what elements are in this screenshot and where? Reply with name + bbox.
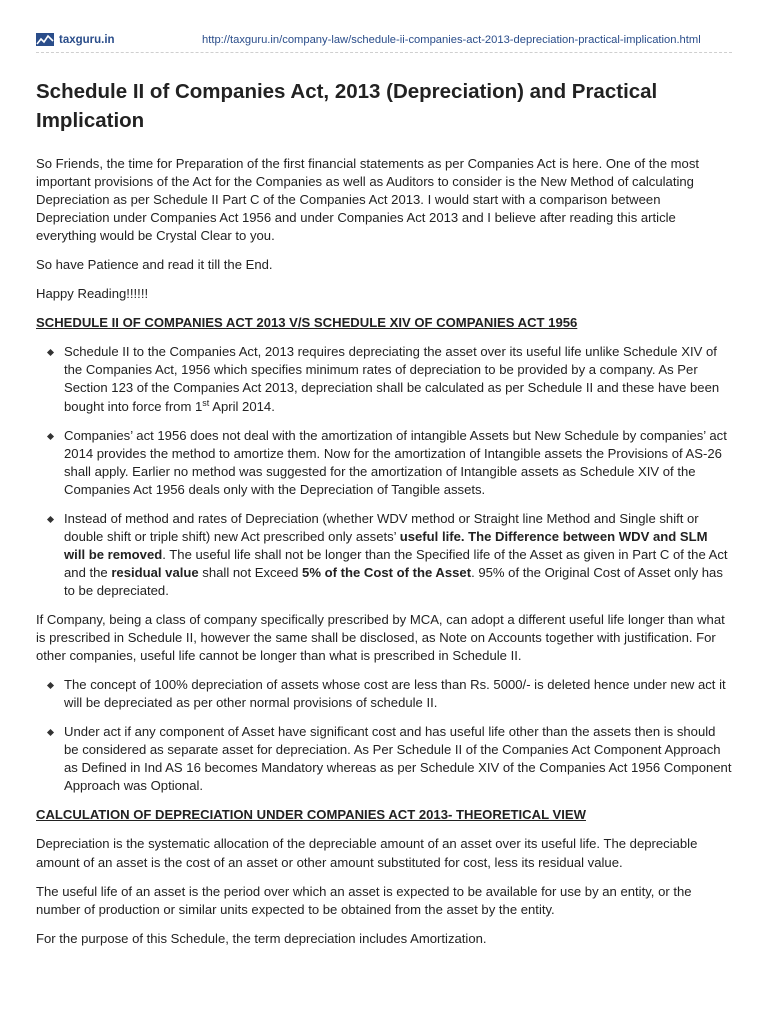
page-url[interactable]: http://taxguru.in/company-law/schedule-ii-companies-act-2013-depreciation-practical-implication.html [202, 34, 701, 46]
list-item-text: April 2014. [209, 398, 275, 414]
comparison-list-continued [36, 676, 736, 795]
list-item [64, 676, 736, 712]
site-name: taxguru.in [59, 33, 115, 46]
list-item [64, 510, 736, 600]
article-body [36, 155, 736, 959]
diamond-bullet-icon [47, 729, 54, 736]
intro-paragraph: So have Patience and read it till the End. [36, 257, 273, 273]
bold-text: 5% of the Cost of the Asset [302, 564, 472, 580]
page-header [36, 30, 732, 53]
list-item-text: shall not Exceed [198, 564, 303, 580]
body-paragraph: If Company, being a class of company specifically prescribed by MCA, can adopt a different useful life longer than what is prescribed in Schedule II, however the same shall be disclosed, as Note on Accounts together with justification. For other companies, useful life cannot be longer than what is prescribed in Schedule II. [36, 611, 725, 664]
list-item-text: The concept of 100% depreciation of assets whose cost are less than Rs. 5000/- is deleted hence under new act it will be depreciated as per other normal provisions of schedule II. [64, 677, 726, 711]
diamond-bullet-icon [47, 433, 54, 440]
body-paragraph: For the purpose of this Schedule, the term depreciation includes Amortization. [36, 930, 487, 946]
section-heading-calculation: CALCULATION OF DEPRECIATION UNDER COMPANIES ACT 2013- THEORETICAL VIEW [36, 807, 586, 823]
list-item [64, 723, 736, 795]
superscript: st [202, 397, 210, 408]
list-item-text: . 95% of the Original Cost of Asset only has to be depreciated. [64, 564, 723, 598]
site-brand[interactable] [36, 33, 115, 46]
comparison-list [36, 343, 736, 600]
diamond-bullet-icon [47, 682, 54, 689]
site-logo-icon [36, 33, 54, 46]
diamond-bullet-icon [47, 349, 54, 356]
list-item [64, 343, 736, 415]
article-title: Schedule II of Companies Act, 2013 (Depreciation) and Practical Implication [36, 80, 658, 132]
list-item-text: Instead of method and rates of Depreciation (whether WDV method or Straight line Method and Single shift or double shift or triple shift) new Act prescribed only assets’ [64, 510, 699, 544]
bold-text: useful life. The Difference between WDV and SLM will be removed [64, 528, 708, 562]
diamond-bullet-icon [47, 516, 54, 523]
list-item-text: Schedule II to the Companies Act, 2013 requires depreciating the asset over its useful life unlike Schedule XIV of the Companies Act, 1956 which specifies minimum rates of depreciation to be provided by a company. As Per Section 123 of the Companies Act 2013, depreciation shall be calculated as per Schedule II and these have been bought into force from 1 [64, 344, 720, 414]
bold-text: residual value [111, 564, 199, 580]
list-item-text: Under act if any component of Asset have significant cost and has useful life other than the assets then is should be considered as separate asset for depreciation. As Per Schedule II of the Companies Act Component Approach as Defined in Ind AS 16 becomes Mandatory whereas as per Schedule XIV of the Companies Act 1956 Component Approach was Optional. [64, 724, 732, 794]
list-item-text: . The useful life shall not be longer than the Specified life of the Asset as given in Part C of the Act and the [64, 546, 728, 580]
list-item [64, 427, 736, 499]
list-item-text: Companies’ act 1956 does not deal with the amortization of intangible Assets but New Schedule by companies’ act 2014 provides the method to amortize them. Now for the amortization of Intangible assets the Provisions of AS-26 shall apply. Earlier no method was suggested for the amortization of Intangible assets as Schedule XIV of the Companies Act 1956 deals only with the Depreciation of Tangible assets. [64, 427, 727, 497]
intro-paragraph: So Friends, the time for Preparation of the first financial statements as per Companies Act is here. One of the most important provisions of the Act for the Companies as well as Auditors to consider is the New Method of calculating Depreciation as per Schedule II Part C of the Companies Act 2013. I would start with a comparison between Depreciation under Companies Act 1956 and under Companies Act 2013 and I believe after reading this article everything would be Crystal Clear to you. [36, 156, 700, 244]
intro-paragraph: Happy Reading!!!!!! [36, 286, 149, 302]
section-heading-comparison: SCHEDULE II OF COMPANIES ACT 2013 V/S SCHEDULE XIV OF COMPANIES ACT 1956 [36, 315, 578, 331]
body-paragraph: Depreciation is the systematic allocation of the depreciable amount of an asset over its useful life. The depreciable amount of an asset is the cost of an asset or other amount substituted for cost, less its residual value. [36, 836, 698, 870]
body-paragraph: The useful life of an asset is the period over which an asset is expected to be available for use by an entity, or the number of production or similar units expected to be obtained from the asset by the entity. [36, 883, 692, 917]
